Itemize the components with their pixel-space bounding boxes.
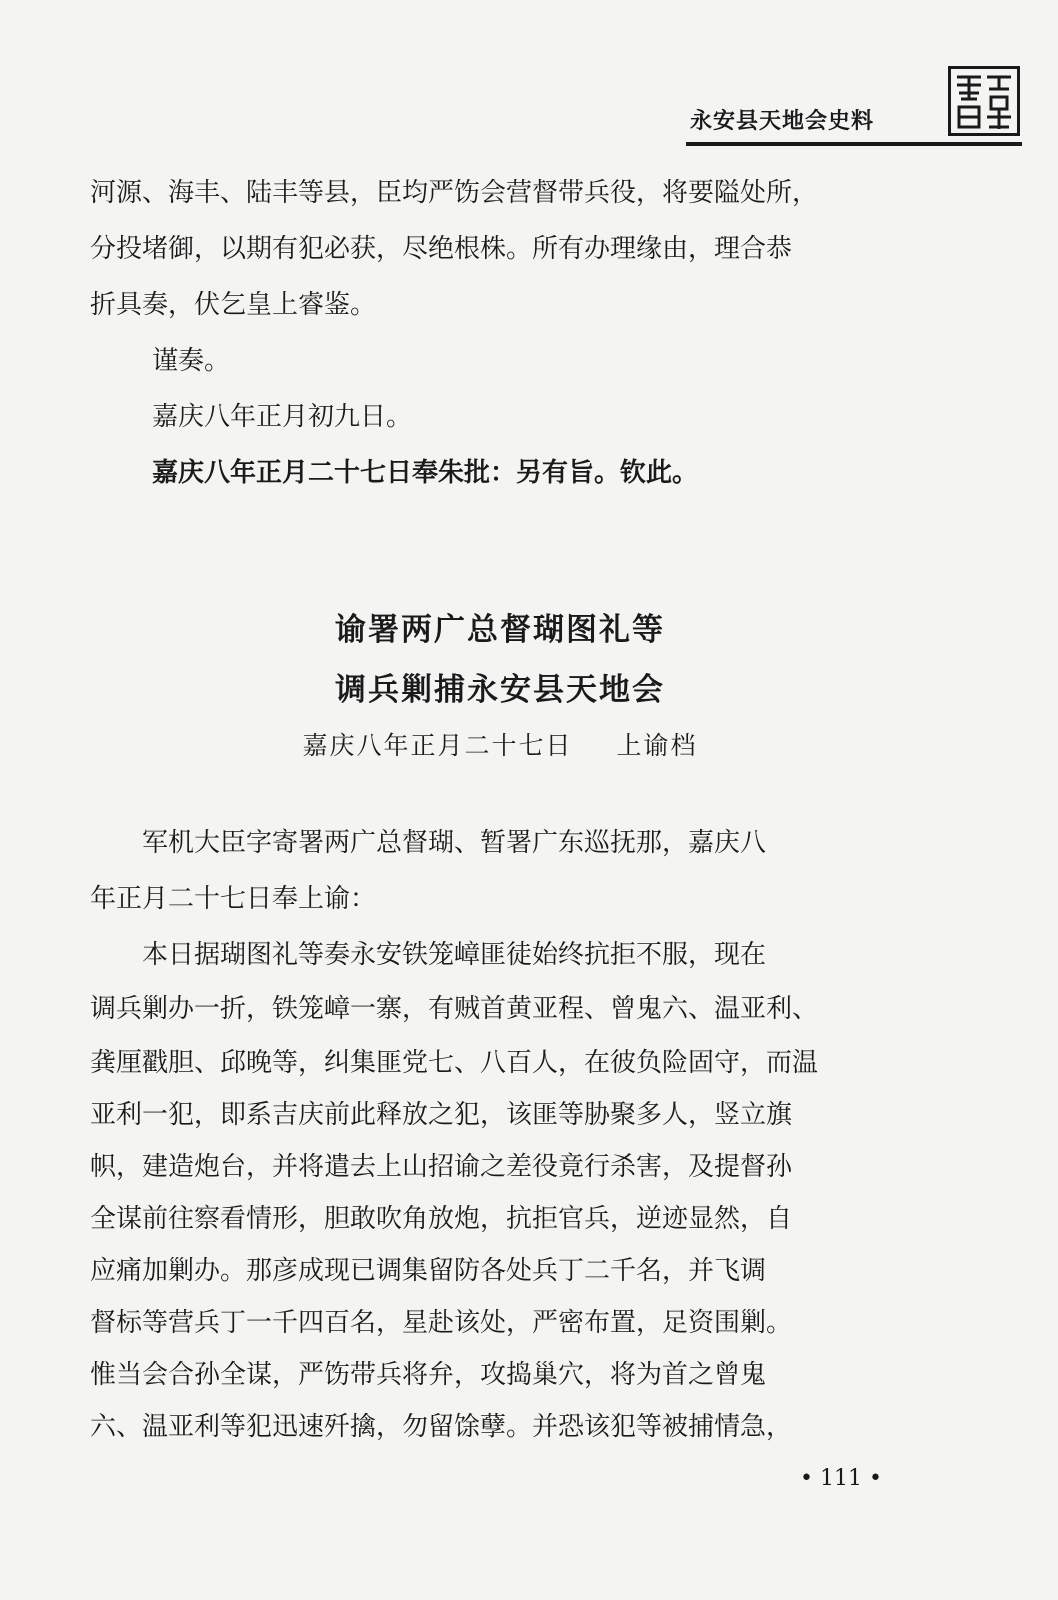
body-line-6: 亚利一犯，即系吉庆前此释放之犯，该匪等胁聚多人，竖立旗 xyxy=(90,1100,793,1130)
seal-glyph-icon xyxy=(951,69,1017,133)
top-paragraph-line-2: 分投堵御，以期有犯必获，尽绝根株。所有办理缘由，理合恭 xyxy=(90,234,793,264)
body-line-5: 龚厘戳胆、邱晚等，纠集匪党七、八百人，在彼负险固守，而温 xyxy=(90,1048,819,1078)
document-title-line-2: 调兵剿捕永安县天地会 xyxy=(335,672,665,708)
document-source: 上谕档 xyxy=(616,731,698,760)
top-paragraph-line-3: 折具奏，伏乞皇上睿鉴。 xyxy=(90,290,377,320)
body-line-7: 帜，建造炮台，并将遣去上山招谕之差役竟行杀害，及提督孙 xyxy=(90,1152,793,1182)
body-line-2: 年正月二十七日奉上谕： xyxy=(90,884,377,914)
document-title-line-1: 谕署两广总督瑚图礼等 xyxy=(335,612,665,648)
page-number: • 111 • xyxy=(800,1466,882,1491)
body-line-9: 应痛加剿办。那彦成现已调集留防各处兵丁二千名，并飞调 xyxy=(90,1256,767,1286)
body-line-10: 督标等营兵丁一千四百名，星赴该处，严密布置，足资围剿。 xyxy=(90,1308,793,1338)
imperial-reply: 嘉庆八年正月二十七日奉朱批：另有旨。钦此。 xyxy=(152,458,699,488)
body-line-8: 全谋前往察看情形，胆敢吹角放炮，抗拒官兵，逆迹显然，自 xyxy=(90,1204,793,1234)
document-date: 嘉庆八年正月二十七日 xyxy=(302,731,573,760)
closing-date: 嘉庆八年正月初九日。 xyxy=(152,402,413,432)
document-subtitle xyxy=(0,726,1000,762)
closing-respectfully: 谨奏。 xyxy=(152,346,231,376)
header-rule xyxy=(686,142,1022,146)
running-header-title: 永安县天地会史料 xyxy=(690,109,875,134)
body-line-1: 军机大臣字寄署两广总督瑚、暂署广东巡抚那，嘉庆八 xyxy=(90,828,767,858)
body-line-12: 六、温亚利等犯迅速歼擒，勿留馀孽。并恐该犯等被捕情急， xyxy=(90,1412,793,1442)
body-line-3: 本日据瑚图礼等奏永安铁笼嶂匪徒始终抗拒不服，现在 xyxy=(90,940,767,970)
seal-stamp xyxy=(948,66,1020,136)
body-line-4: 调兵剿办一折，铁笼嶂一寨，有贼首黄亚程、曾鬼六、温亚利、 xyxy=(90,994,819,1024)
top-paragraph-line-1: 河源、海丰、陆丰等县，臣均严饬会营督带兵役，将要隘处所， xyxy=(90,178,819,208)
body-line-11: 惟当会合孙全谋，严饬带兵将弁，攻捣巢穴，将为首之曾鬼 xyxy=(90,1360,767,1390)
